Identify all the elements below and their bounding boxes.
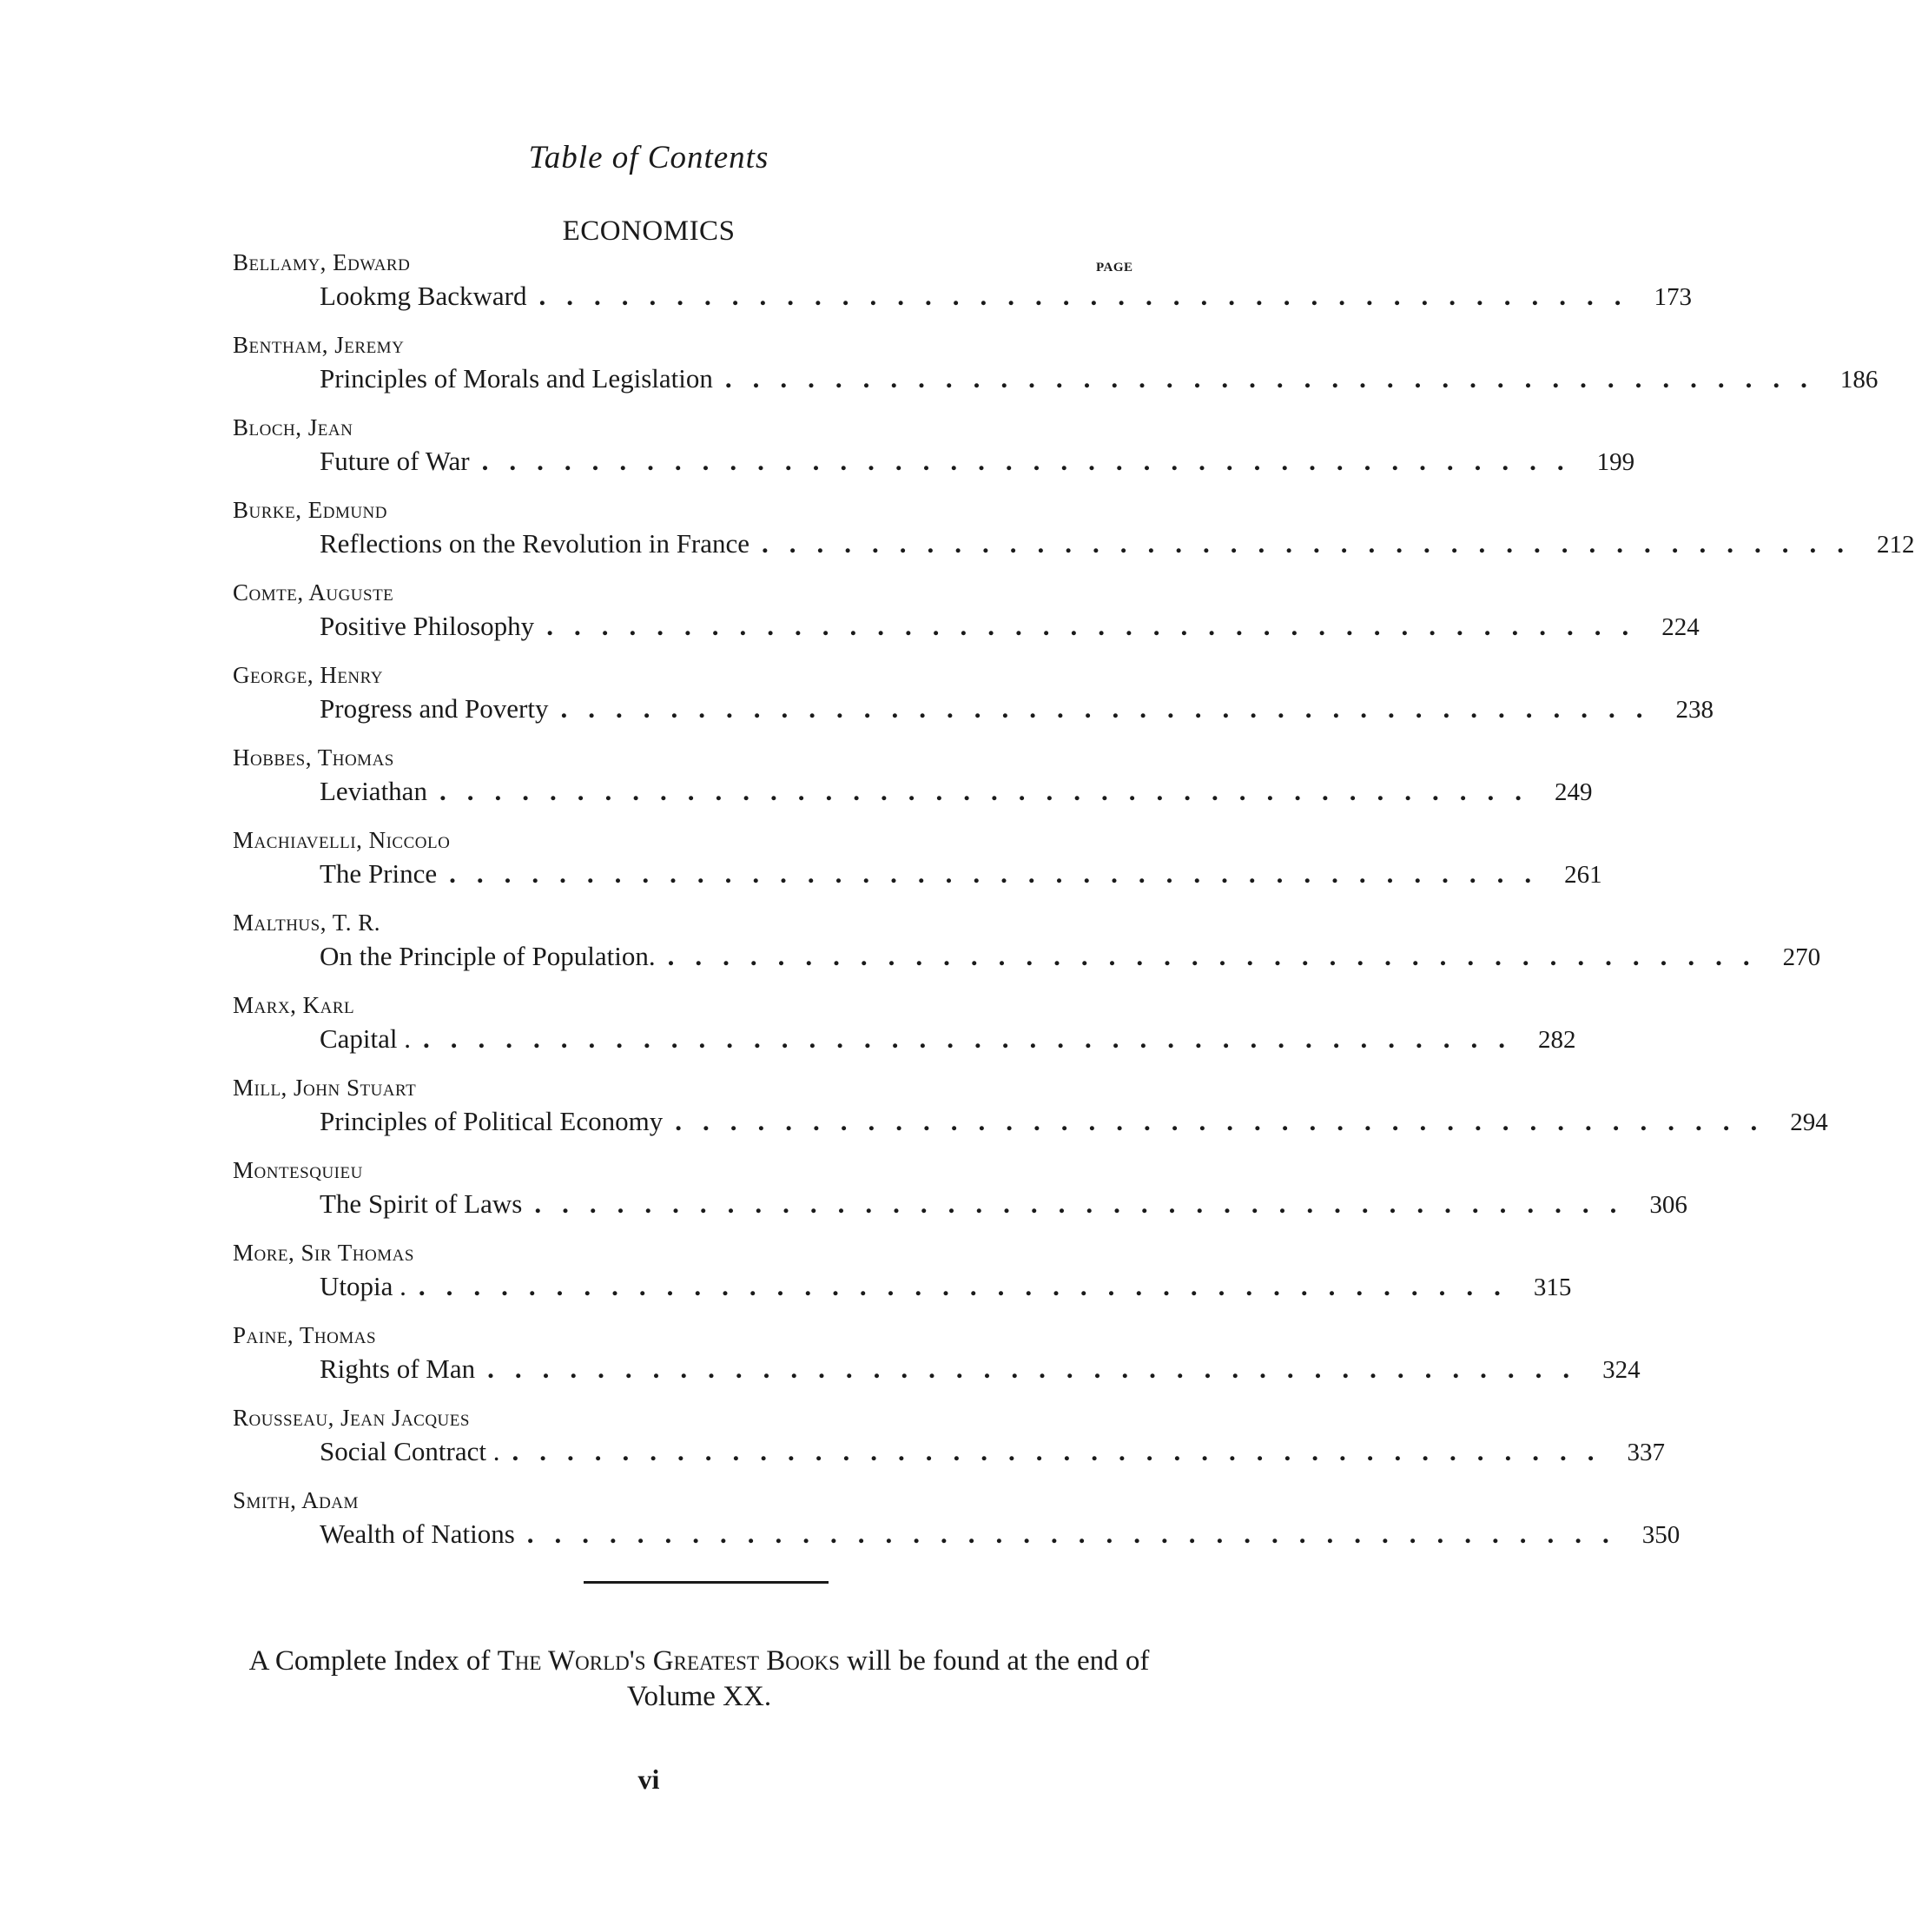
dot-leader: ........................................ <box>418 1271 1522 1301</box>
entry-author: Montesquieu <box>233 1157 363 1183</box>
toc-entry <box>233 249 1692 332</box>
entry-work-title: Future of War <box>320 446 470 476</box>
entry-page-number: 249 <box>1554 778 1593 806</box>
entry-work-title: On the Principle of Population. <box>320 941 656 971</box>
entry-author: Rousseau, Jean Jacques <box>233 1405 470 1431</box>
dot-leader: ........................................ <box>762 528 1865 559</box>
entry-work-title: Leviathan <box>320 776 427 806</box>
toc-entry <box>233 1487 1681 1570</box>
entry-author: Malthus, T. R. <box>233 910 380 936</box>
toc-entry <box>233 992 1576 1075</box>
page-title: Table of Contents <box>528 140 769 175</box>
entry-work-title: Rights of Man <box>320 1353 476 1384</box>
entry-work-title: Reflections on the Revolution in France <box>320 528 750 559</box>
dot-leader: ........................................ <box>526 1518 1630 1549</box>
dot-leader: ........................................ <box>546 611 1650 641</box>
dot-leader: ........................................ <box>667 941 1771 971</box>
toc-entry <box>233 910 1821 992</box>
toc-entry <box>233 1405 1665 1487</box>
entry-work-line <box>320 1022 1576 1057</box>
dot-leader: ........................................ <box>538 281 1642 311</box>
entry-page-number: 224 <box>1661 613 1700 641</box>
entry-work-title: Utopia . <box>320 1271 406 1301</box>
entry-page-number: 261 <box>1564 861 1602 889</box>
dot-leader: ........................................ <box>481 446 1585 476</box>
entry-work-title: Social Contract . <box>320 1436 500 1466</box>
note-series-title: The World's Greatest Books <box>497 1645 840 1677</box>
entry-work-line <box>320 1104 1828 1140</box>
dot-leader: ........................................ <box>560 693 1664 724</box>
entry-page-number: 350 <box>1641 1521 1681 1549</box>
toc-entry <box>233 332 1879 414</box>
entry-author: Smith, Adam <box>233 1487 359 1513</box>
dot-leader: ........................................ <box>675 1106 1779 1136</box>
dot-leader: ........................................ <box>512 1436 1615 1466</box>
entry-work-line <box>320 361 1879 397</box>
dot-leader: ........................................ <box>487 1353 1591 1384</box>
entry-work-title: Progress and Poverty <box>320 693 549 724</box>
page-column-label: PAGE <box>1096 261 1133 275</box>
entry-author: Paine, Thomas <box>233 1322 377 1348</box>
entry-author: Bellamy, Edward <box>233 249 411 275</box>
entry-page-number: 294 <box>1790 1108 1828 1136</box>
entry-page-number: 186 <box>1839 366 1879 394</box>
entry-work-line <box>320 857 1602 892</box>
entry-author: Burke, Edmund <box>233 497 388 523</box>
entry-page-number: 173 <box>1654 283 1692 311</box>
entry-author: More, Sir Thomas <box>233 1240 414 1266</box>
entry-work-line <box>320 1517 1681 1552</box>
toc-entry <box>233 497 1915 579</box>
dot-leader: ........................................ <box>449 858 1553 889</box>
page-number: vi <box>637 1763 660 1795</box>
toc-entry <box>233 579 1700 662</box>
toc-entry <box>233 414 1635 497</box>
entry-author: Marx, Karl <box>233 992 355 1018</box>
entry-author: Comte, Auguste <box>233 579 394 605</box>
entry-work-title: Principles of Morals and Legislation <box>320 363 713 394</box>
entry-author: George, Henry <box>233 662 383 688</box>
entry-work-title: Lookmg Backward <box>320 281 527 311</box>
entry-work-line <box>320 691 1714 727</box>
entry-work-line <box>320 444 1635 480</box>
entry-author: Machiavelli, Niccolo <box>233 827 451 853</box>
entry-page-number: 238 <box>1675 696 1714 724</box>
entry-page-number: 270 <box>1782 943 1821 971</box>
toc-entry <box>233 827 1602 910</box>
toc-entry <box>233 1157 1687 1240</box>
entry-work-line <box>320 939 1821 975</box>
toc-entry <box>233 1322 1641 1405</box>
entry-work-title: The Spirit of Laws <box>320 1188 523 1219</box>
entry-author: Bentham, Jeremy <box>233 332 405 358</box>
entry-author: Bloch, Jean <box>233 414 353 440</box>
note-prefix: A Complete Index of <box>248 1645 498 1677</box>
toc-entry <box>233 1075 1828 1157</box>
dot-leader: ........................................ <box>423 1023 1527 1054</box>
entry-work-line <box>320 1352 1641 1387</box>
entry-work-title: Principles of Political Economy <box>320 1106 664 1136</box>
note-suffix: will be found at the end of Volume XX. <box>626 1645 1150 1712</box>
entry-author: Mill, John Stuart <box>233 1075 417 1101</box>
divider-rule <box>584 1581 829 1584</box>
entry-work-title: Capital . <box>320 1023 412 1054</box>
entry-work-line <box>320 774 1593 810</box>
entry-page-number: 199 <box>1596 448 1635 476</box>
entry-page-number: 212 <box>1877 531 1915 559</box>
toc-entry <box>233 1240 1572 1322</box>
entry-page-number: 306 <box>1649 1191 1687 1219</box>
entry-work-line <box>320 1269 1572 1305</box>
entry-work-line <box>320 1187 1687 1222</box>
entry-work-title: Wealth of Nations <box>320 1518 515 1549</box>
entry-work-line <box>320 1434 1665 1470</box>
entry-work-line <box>320 609 1700 645</box>
entry-page-number: 282 <box>1538 1026 1576 1054</box>
entry-work-title: Positive Philosophy <box>320 611 535 641</box>
index-note <box>234 1644 1164 1715</box>
dot-leader: ........................................ <box>534 1188 1638 1219</box>
toc-entry <box>233 744 1593 827</box>
entry-page-number: 324 <box>1602 1356 1641 1384</box>
dot-leader: ........................................ <box>439 776 1542 806</box>
section-heading: ECONOMICS <box>562 215 736 247</box>
dot-leader: ........................................ <box>724 363 1828 394</box>
entry-page-number: 337 <box>1627 1439 1665 1466</box>
toc-entry <box>233 662 1714 744</box>
entry-work-line <box>320 526 1915 562</box>
toc-entries <box>233 249 1915 1570</box>
entry-page-number: 315 <box>1533 1274 1572 1301</box>
entry-work-title: The Prince <box>320 858 438 889</box>
entry-author: Hobbes, Thomas <box>233 744 394 771</box>
entry-work-line <box>320 279 1692 314</box>
